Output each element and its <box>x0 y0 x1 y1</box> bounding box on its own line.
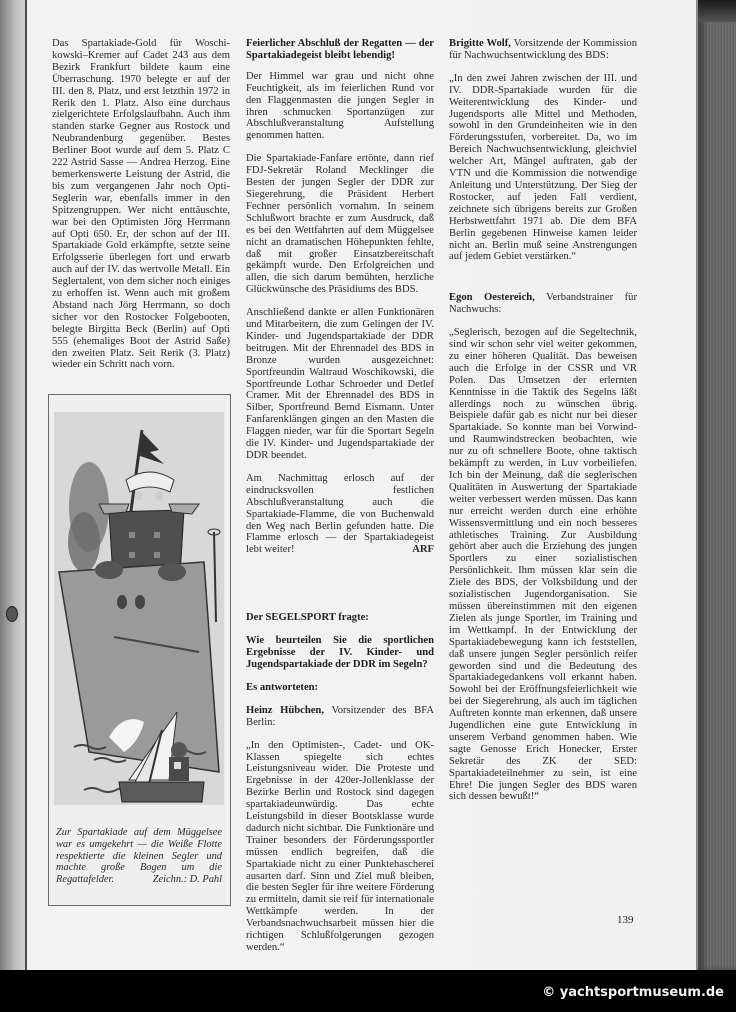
copyright-watermark: © yachtsportmuseum.de <box>542 985 724 1000</box>
respondent-intro <box>449 292 637 316</box>
respondent-intro <box>449 38 637 62</box>
survey-intro: Der SEGELSPORT fragte: <box>246 612 369 624</box>
column-3 <box>449 38 637 814</box>
punch-hole-icon <box>6 606 18 622</box>
column-1 <box>52 38 230 382</box>
respondent-quote: „Seglerisch, bezogen auf die Segeltechnik, sind wir schon sehr viel weiter gekommen, zu einer höheren Qualität. Das beweisen auch die Erfolge in der CSSR und VR Polen. Das Umsetzen der erlernten Kenntnisse in die Taktik des Segelns läßt allerdings noch zu wünschen übrig. Beispiele dafür gab es nicht nur bei dieser Spartakiade. So konnte man bei Vorwind- und Raumwindstrecken beobachten, wie nur zu oft schnellere Boote, ohne taktisch bekämpft zu werden, in Luv vorbeiliefen. Ich bin der Meinung, daß die seglerischen Qualitäten in Auswertung der Spartakiade weiter verbessert werden müssen. Das kann nur erreicht werden durch eine erhöhte Wissensvermittlung und ein noch besseres athletisches Training. Zur Ausbildung gehört aber auch die Erziehung des jungen Sportlers zu einer sozialistischen Persönlichkeit. Ihm müssen klar sein die Ziele des BDS, der Volksbildung und der sozialistischen Jugendorganisation. Sie müssen übereinstimmen mit den eigenen Zielen als junge Sportler, im Training und im Wettkampf. In der Entwicklung der Spartakiadebewegung kann ich feststellen, daß unsere jungen Segler persönlich reifer geworden sind und die Bedeutung des Spartakiadegedankens voll erkannt haben. Sowohl bei der Eröffnungsfeierlichkeit wie bei der Siegerehrung, als auch im täglichen Auftreten konnte man erkennen, daß unsere Jugendlichen eine gute Entwicklung in unserem Verband genommen haben. Wie sagte Genosse Erich Honecker, Erster Sekretär des ZK der SED: Spartakiadeteilnehmer zu sein, ist eine Ehre! Die jungen Segler des BDS waren sich dessen bewußt!“ <box>449 327 637 803</box>
cartoon-ship-and-dinghy-illustration <box>54 412 224 805</box>
article-paragraph: Die Spartakiade-Fanfare ertönte, dann rief FDJ-Sekretär Roland Mecklinger die Besten der jungen Segler der DDR zur Siegerehrung, die Präsident Herbert Fechner persönlich vornahm. In seinem Schlußwort brachte er zum Ausdruck, daß es bei den Wettfahrten auf dem Müggelsee nicht an dramatischen Höhepunkten fehlte, daß mit großer Einsatzbereitschaft gekämpft wurde. Den Erfolgreichen und allen, die sich darum bemühten, herzliche Glückwünsche des Präsidiums des BDS. <box>246 153 434 296</box>
respondent-name: Brigitte Wolf, <box>449 38 511 49</box>
respondent-quote: „In den Optimisten-, Cadet- und OK-Klassen spiegelte sich echtes Leistungsniveau wider. Die Proteste und Ergebnisse in der 420er-Jollenklasse der Bezirke Berlin und Rostock sind dagegen spartakiadeunwürdig. Das echte Leistungsbild in dieser Bootsklasse wurde dadurch nicht sichtbar. Die Funktionäre und Trainer besonders der Förderungssportler müssen endlich begreifen, daß die Spartakiade nicht zu einer Punktehascherei ausarten darf. Sinn und Ziel muß bleiben, die besten Segler für ihre weitere Förderung zu ermitteln, damit sie reif für internationale Wettkämpfe werden. In der Verbandsnachwuchsarbeit müssen hier die richtigen Schlußfolgerungen gezogen werden.“ <box>246 739 434 953</box>
figure-caption <box>56 827 222 886</box>
illustrator-credit: Zeichn.: D. Pahl <box>152 874 222 886</box>
respondent-intro <box>246 705 434 729</box>
author-signature: ARF <box>412 544 434 556</box>
caption-text: Zur Spartakiade auf dem Müggelsee war es umgekehrt — die Weiße Flotte respektierte die kleinen Segler und machte große Bogen um die Regattafelder. <box>56 827 222 886</box>
respondent-name: Egon Oestereich, <box>449 292 535 304</box>
book-binding-line <box>25 0 27 970</box>
ship-cartoon-icon <box>54 412 224 805</box>
respondent-role: Vorsitzende der Kommission für Nachwuchsentwicklung des BDS: <box>449 38 638 61</box>
article-paragraph: Der Himmel war grau und nicht ohne Feuchtigkeit, als im feierlichen Rund vor den Flaggenmasten die jungen Segler in ihren schmucken Sportanzügen zur Abschlußveranstaltung Aufstellung genommen hatten. <box>246 70 434 142</box>
survey-question: Wie beurteilen Sie die sportlichen Ergebnisse der IV. Kinder- und Jugendspartakiade der DDR im Segeln? <box>246 635 434 670</box>
article-paragraph: Das Spartakiade-Gold für Woschi-kowski–Kremer auf Cadet 243 aus dem Bezirk Frankfurt bildete kaum eine Überraschung. 1970 belegte er auf der III. den 8. Platz, und erst letzthin 1972 in Rerik den 1. Platz. Also eine durchaus zielgerichtete Erfolgslaufbahn. Auch ihm standen starke Gegner aus Rostock und Neubrandenburg gegenüber. Bestes Berliner Boot wurde auf dem 5. Platz C 222 Astrid Sasse — Andrea Herzog. Eine bemerkenswerte Leistung der Astrid, die bis zum vergangenen Jahr noch Opti-Seglerin war, ebenfalls immer in den Spitzengruppen. Wer nicht enttäuschte, war bei den Optimisten Jörg Herrmann auf Opti 650. Er, der schon auf der III. Spartakiade Gold erkämpfte, setzte seine Erfolgsserie überlegen fort und erwarb auch auf der IV. das wertvolle Metall. Ein Seglertalent, von dem sicher noch einiges zu erhoffen ist. Wenn auch mit großem Abstand nach Jörg Herrmann, so doch sicher vor den Rostocker Folgebooten, belegte Birgitta Beck (Berlin) auf Opti 555 (ehemaliges Boot der Astrid Saße) den zweiten Platz. Seit Rerik (3. Platz) wieder ein Schritt nach vorn. <box>52 38 230 371</box>
respondent-quote: „In den zwei Jahren zwischen der III. und IV. DDR-Spartakiade wurden für die Weiterentwicklung des Kinder- und Jugendsports alle Mittel und Methoden, sowohl in den Grundeinheiten wie in den Förderungsstufen, vorbereitet. Da, wo im Bereich Nachwuchsentwicklung, gleichviel welcher Art, Mängel auftraten, gab der VTN und die Kommission die notwendige Anleitung und Unterstützung. Der Sieg der Rostocker, auf jeden Fall verdient, zeichnete sich übrigens bereits zur Großen Herbstwettfahrt 1971 ab. Die dem BFA Berlin gegebenen Hinweise kamen leider nicht an. Berlin muß seine Anstrengungen auf jedem Gebiet verstärken.“ <box>449 72 637 263</box>
article-paragraph <box>246 473 434 556</box>
article-paragraph: Anschließend dankte er allen Funktionären und Mitarbeitern, die zum Gelingen der IV. Kinder- und Jugendspartakiade der DDR beitrugen. Mit der Ehrennadel des BDS in Bronze wurden ausgezeichnet: Sportfreundin Waltraud Woschikowski, die Sportfreunde Lothar Schroeder und Detlef Cramer. Mit der Ehrennadel des BDS in Silber, Sportfreund Bernd Eismann. Unter Fanfarenklängen gingen an den Masten die Flaggen nieder, war für die Sportart Segeln die IV. Kinder- und Jugendspartakiade der DDR beendet. <box>246 307 434 461</box>
page-number: 139 <box>617 914 634 926</box>
illustration-figure <box>48 394 231 906</box>
article-headline: Feierlicher Abschluß der Regatten — der Spartakiadegeist bleibt lebendig! <box>246 38 434 61</box>
stacked-page-edges <box>698 0 736 970</box>
answers-label: Es antworteten: <box>246 681 319 693</box>
article-paragraph-text: Am Nachmittag erlosch auf der eindrucksvollen festlichen Abschlußveranstaltung auch die Spartakiade-Flamme, die von Buchenwald den Weg nach Berlin gefunden hatte. Die Flamme erlosch — der Spartakiadegeist lebt weiter! <box>246 472 434 556</box>
respondent-role: Vorsitzender des BFA Berlin: <box>246 704 434 728</box>
respondent-role: Verbandstrainer für Nachwuchs: <box>449 292 637 316</box>
respondent-name: Heinz Hübchen, <box>246 704 324 716</box>
book-binding-shadow <box>0 0 25 970</box>
column-2 <box>246 38 434 965</box>
